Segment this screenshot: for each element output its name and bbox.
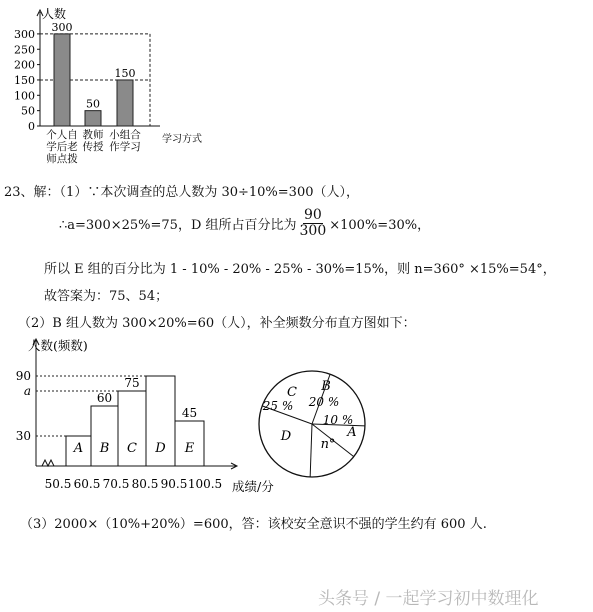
solution-line-4: 故答案为：75、54； xyxy=(44,289,169,304)
y-tick-label: 300 xyxy=(14,27,35,41)
x-edge-label: 80.5 xyxy=(131,477,159,491)
study-method-bar-chart xyxy=(0,0,240,175)
category-label: 小组合 xyxy=(109,129,141,141)
bar-value-label: 300 xyxy=(51,20,73,34)
category-label: 传授 xyxy=(82,141,104,153)
category-label: 教师 xyxy=(82,129,104,141)
category-label: 作学习 xyxy=(109,141,141,153)
pie-slice-label: n° xyxy=(320,437,336,452)
x-edge-label: 70.5 xyxy=(102,477,130,491)
axis-break xyxy=(42,460,54,466)
y-tick-label: 200 xyxy=(14,58,35,72)
bar xyxy=(117,80,133,126)
histogram-bar xyxy=(91,406,118,466)
solution-line-2-text: ∴a=300×25%=75，D 组所占百分比为 xyxy=(59,218,297,233)
pie-slice-percent: 25 % xyxy=(262,399,294,413)
y-axis-label: 人数(频数) xyxy=(28,338,88,353)
bar-value-label: 60 xyxy=(96,391,113,405)
x-axis-label: 成绩/分 xyxy=(232,479,274,494)
bar-category-label: D xyxy=(155,441,166,456)
x-edge-label: 100.5 xyxy=(187,477,223,491)
x-axis-label: 学习方式 xyxy=(162,134,202,145)
bar-value-label: 75 xyxy=(124,376,140,390)
x-edge-label: 90.5 xyxy=(160,477,188,491)
solution-line-1: 23、解：（1）∵本次调查的总人数为 30÷10%=300（人）， xyxy=(4,185,359,200)
fraction-numerator: 90 xyxy=(303,207,322,223)
y-tick-label: a xyxy=(23,384,31,398)
pie-slice-percent: 20 % xyxy=(308,395,340,409)
fraction xyxy=(299,208,328,239)
group-pie-chart xyxy=(248,362,378,487)
y-tick-label: 50 xyxy=(21,104,35,118)
solution-line-6: （3）2000×（10%+20%）=600，答：该校安全意识不强的学生约有 600 人. xyxy=(20,517,487,532)
solution-line-2 xyxy=(59,208,430,239)
y-axis-label: 人数 xyxy=(42,7,67,21)
solution-line-2-suffix: ×100%=30%， xyxy=(329,218,431,233)
y-tick-label: 250 xyxy=(14,43,35,57)
bar-category-label: E xyxy=(184,441,195,456)
bar-category-label: A xyxy=(73,441,84,456)
category-label: 师点拨 xyxy=(46,153,78,165)
bar-value-label: 150 xyxy=(114,66,136,80)
solution-line-3: 所以 E 组的百分比为 1 - 10% - 20% - 25% - 30%=15%，则 n=360° ×15%=54°， xyxy=(44,262,556,277)
y-tick-label: 100 xyxy=(14,89,35,103)
y-tick-label: 90 xyxy=(15,369,31,383)
pie-slice-label: A xyxy=(347,425,357,440)
x-edge-label: 60.5 xyxy=(73,477,101,491)
pie-slice-label: B xyxy=(321,379,331,394)
pie-slice-label: D xyxy=(280,429,292,444)
y-tick-label: 150 xyxy=(14,73,35,87)
y-tick-label: 30 xyxy=(15,429,31,443)
bar xyxy=(54,34,70,126)
pie-slice-label: C xyxy=(287,385,297,400)
fraction-denominator: 300 xyxy=(299,223,327,239)
y-tick-label: 0 xyxy=(28,120,35,133)
watermark: 头条号 / 一起学习初中数理化 xyxy=(318,589,539,609)
bar-value-label: 45 xyxy=(181,406,198,420)
category-label: 个人自 xyxy=(46,129,78,141)
x-edge-label: 50.5 xyxy=(44,477,72,491)
bar-category-label: B xyxy=(99,441,110,456)
category-label: 学后老 xyxy=(46,141,78,153)
bar xyxy=(85,111,101,126)
pie-slice-percent: 10 % xyxy=(322,413,354,427)
bar-category-label: C xyxy=(127,441,137,456)
bar-value-label: 50 xyxy=(86,97,100,111)
solution-line-5: （2）B 组人数为 300×20%=60（人），补全频数分布直方图如下： xyxy=(18,316,416,331)
